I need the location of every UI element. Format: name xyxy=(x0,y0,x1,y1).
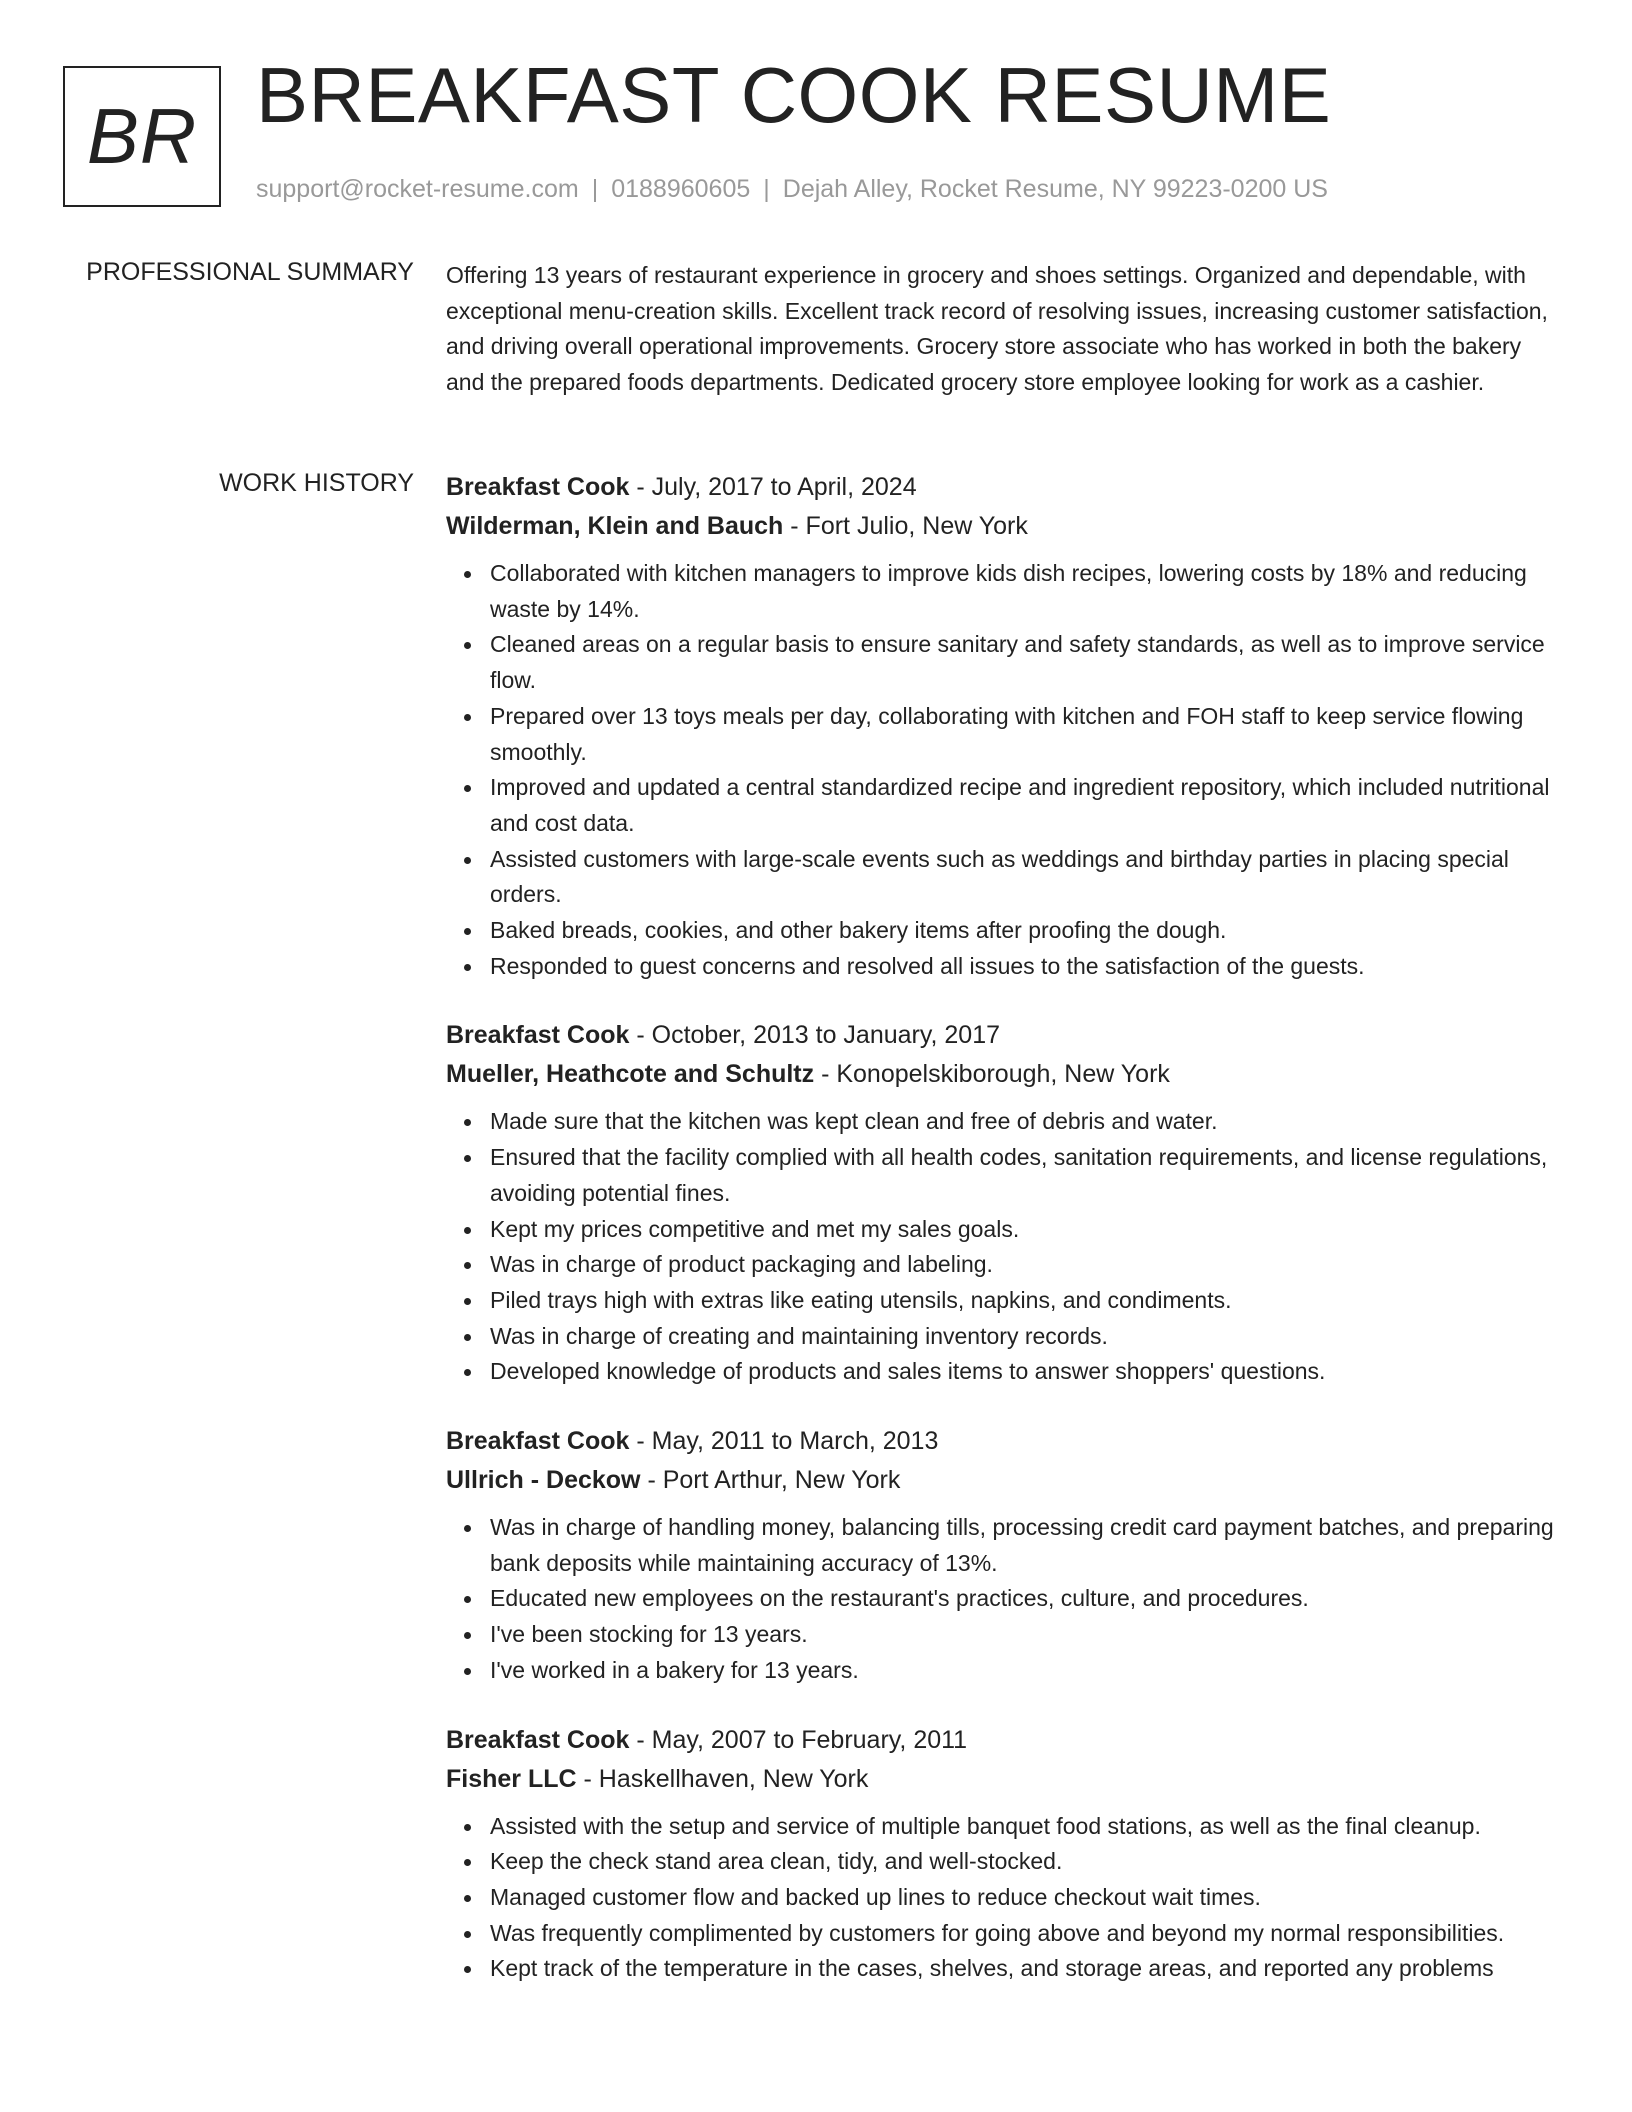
job-dates: - May, 2011 to March, 2013 xyxy=(629,1427,939,1456)
list-item: Developed knowledge of products and sales items to answer shoppers' questions. xyxy=(490,1354,1561,1390)
list-item: Kept my prices competitive and met my sales goals. xyxy=(490,1212,1561,1248)
list-item: I've worked in a bakery for 13 years. xyxy=(490,1653,1561,1689)
job-company-line xyxy=(446,1461,1561,1500)
job-title-line xyxy=(446,1016,1561,1055)
list-item: Baked breads, cookies, and other bakery items after proofing the dough. xyxy=(490,913,1561,949)
list-item: Educated new employees on the restaurant's practices, culture, and procedures. xyxy=(490,1581,1561,1617)
job-title-line xyxy=(446,468,1561,507)
job-title: Breakfast Cook xyxy=(446,1725,630,1754)
job-company-line xyxy=(446,507,1561,546)
job-location: - Konopelskiborough, New York xyxy=(814,1060,1170,1089)
job-duties-list xyxy=(446,556,1561,984)
job-title-line xyxy=(446,1422,1561,1461)
job-title: Breakfast Cook xyxy=(446,1021,630,1050)
list-item: Ensured that the facility complied with all health codes, sanitation requirements, and license regulations, avoiding potential fines. xyxy=(490,1140,1561,1211)
job-location: - Fort Julio, New York xyxy=(783,512,1028,540)
list-item: Improved and updated a central standardized recipe and ingredient repository, which included nutritional and cost data. xyxy=(490,770,1561,841)
summary-section-label: PROFESSIONAL SUMMARY xyxy=(86,258,414,286)
contact-address: Dejah Alley, Rocket Resume, NY 99223-0200 US xyxy=(782,175,1328,203)
job-dates: - May, 2007 to February, 2011 xyxy=(629,1725,968,1754)
page-title: BREAKFAST COOK RESUME xyxy=(256,51,1332,139)
job-entry xyxy=(446,468,1561,984)
list-item: Was in charge of product packaging and labeling. xyxy=(490,1247,1561,1283)
contact-line xyxy=(256,175,1328,204)
job-entry xyxy=(446,1721,1561,1988)
work-history-list xyxy=(446,468,1561,2019)
job-company: Wilderman, Klein and Bauch xyxy=(446,512,784,540)
job-duties-list xyxy=(446,1510,1561,1689)
job-title: Breakfast Cook xyxy=(446,1427,630,1456)
list-item: Keep the check stand area clean, tidy, and well-stocked. xyxy=(490,1844,1561,1880)
job-dates: - July, 2017 to April, 2024 xyxy=(629,473,917,501)
list-item: Piled trays high with extras like eating utensils, napkins, and condiments. xyxy=(490,1283,1561,1319)
contact-separator: | xyxy=(763,175,770,203)
job-company: Mueller, Heathcote and Schultz xyxy=(446,1060,815,1089)
job-company: Ullrich - Deckow xyxy=(446,1466,641,1495)
job-company: Fisher LLC xyxy=(446,1764,577,1793)
list-item: Assisted customers with large-scale events such as weddings and birthday parties in placing special orders. xyxy=(490,842,1561,913)
list-item: Managed customer flow and backed up lines to reduce checkout wait times. xyxy=(490,1880,1561,1916)
list-item: Responded to guest concerns and resolved all issues to the satisfaction of the guests. xyxy=(490,949,1561,985)
list-item: Collaborated with kitchen managers to improve kids dish recipes, lowering costs by 18% and reducing waste by 14%. xyxy=(490,556,1561,627)
list-item: Prepared over 13 toys meals per day, collaborating with kitchen and FOH staff to keep service flowing smoothly. xyxy=(490,699,1561,770)
job-title: Breakfast Cook xyxy=(446,473,630,501)
contact-separator: | xyxy=(591,175,599,203)
job-entry xyxy=(446,1016,1561,1390)
job-entry xyxy=(446,1422,1561,1689)
job-duties-list xyxy=(446,1104,1561,1390)
monogram: BR xyxy=(63,66,221,207)
list-item: Assisted with the setup and service of multiple banquet food stations, as well as the final cleanup. xyxy=(490,1809,1561,1845)
contact-phone: 0188960605 xyxy=(611,175,751,203)
list-item: Was in charge of creating and maintaining inventory records. xyxy=(490,1319,1561,1355)
job-location: - Haskellhaven, New York xyxy=(576,1764,869,1793)
job-title-line xyxy=(446,1721,1561,1760)
job-dates: - October, 2013 to January, 2017 xyxy=(629,1021,1001,1050)
job-location: - Port Arthur, New York xyxy=(640,1466,901,1495)
contact-email: support@rocket-resume.com xyxy=(256,175,579,203)
list-item: Was in charge of handling money, balancing tills, processing credit card payment batches, and preparing bank deposits while maintaining accuracy of 13%. xyxy=(490,1510,1561,1581)
list-item: Cleaned areas on a regular basis to ensure sanitary and safety standards, as well as to improve service flow. xyxy=(490,627,1561,698)
job-company-line xyxy=(446,1760,1561,1799)
summary-text: Offering 13 years of restaurant experience in grocery and shoes settings. Organized and dependable, with exceptional menu-creation skills. Excellent track record of resolving issues, increasing customer satisfaction, and driving overall operational improvements. Grocery store associate who has worked in both the bakery and the prepared foods departments. Dedicated grocery store employee looking for work as a cashier. xyxy=(446,262,1548,396)
list-item: Made sure that the kitchen was kept clean and free of debris and water. xyxy=(490,1104,1561,1140)
list-item: Kept track of the temperature in the cases, shelves, and storage areas, and reported any problems xyxy=(490,1951,1561,1987)
list-item: Was frequently complimented by customers for going above and beyond my normal responsibilities. xyxy=(490,1916,1561,1952)
job-duties-list xyxy=(446,1809,1561,1988)
job-company-line xyxy=(446,1055,1561,1094)
list-item: I've been stocking for 13 years. xyxy=(490,1617,1561,1653)
work-history-section-label: WORK HISTORY xyxy=(219,469,414,497)
